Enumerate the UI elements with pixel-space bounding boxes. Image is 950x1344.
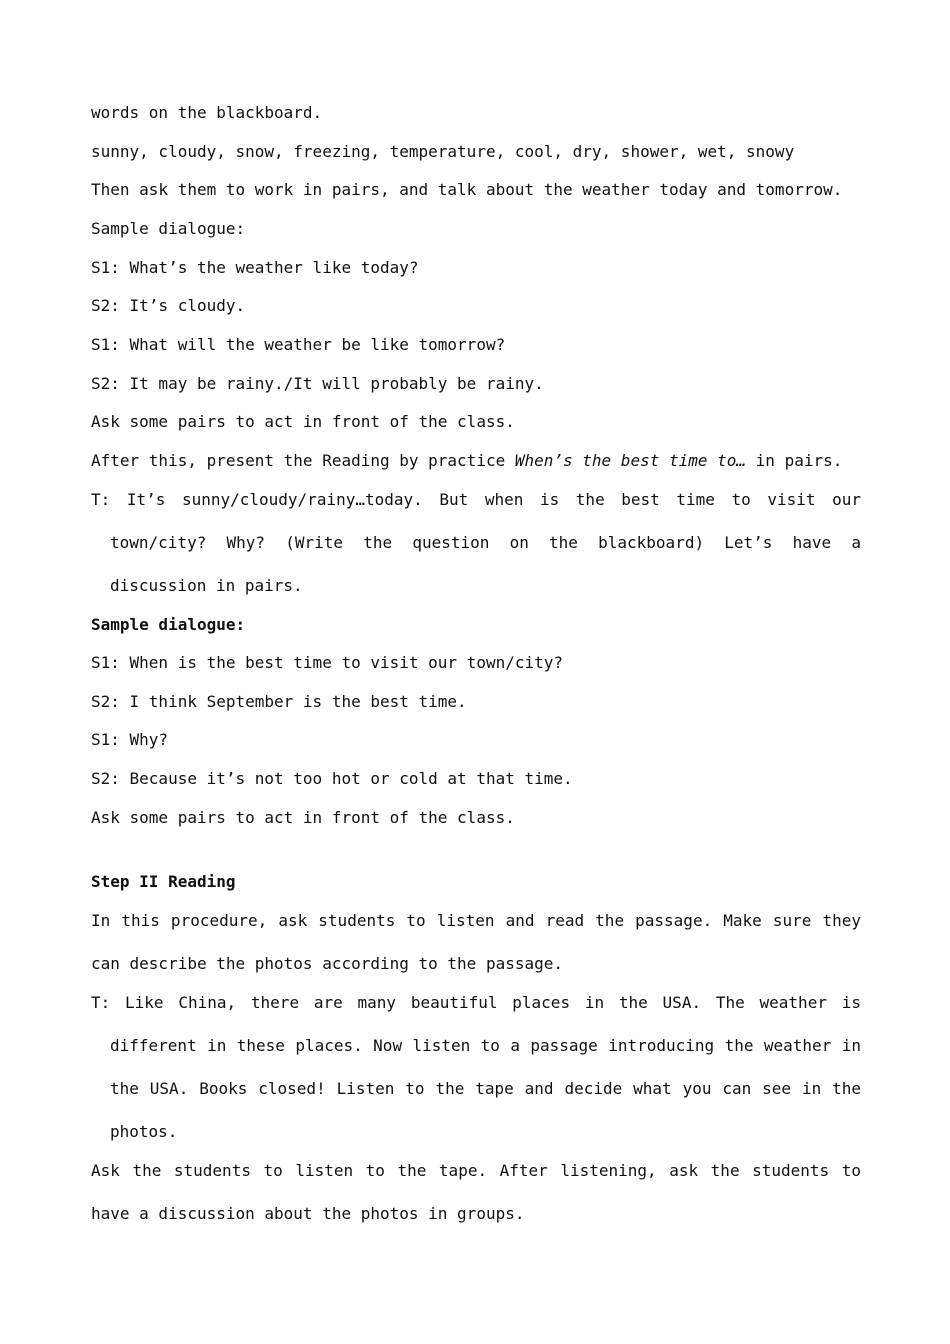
text-line: photos.: [110, 1122, 178, 1141]
dialogue-line: S1: When is the best time to visit our town/city?: [91, 653, 564, 672]
text-line: Then ask them to work in pairs, and talk about the weather today and tomorrow.: [91, 180, 843, 199]
dialogue-line: S2: Because it’s not too hot or cold at that time.: [91, 769, 573, 788]
dialogue-line: S2: It’s cloudy.: [91, 296, 246, 315]
text-line: words on the blackboard.: [91, 103, 323, 122]
text-line: Ask the students to listen to the tape. After listening, ask the students to: [91, 1161, 861, 1180]
dialogue-line: S2: It may be rainy./It will probably be rainy.: [91, 374, 544, 393]
section-heading: Step II Reading: [91, 872, 236, 891]
text-line: [91, 450, 861, 472]
text-segment: in pairs.: [746, 451, 843, 470]
text-line: T: Like China, there are many beautiful places in the USA. The weather is: [91, 993, 861, 1012]
dialogue-line: S1: What’s the weather like today?: [91, 258, 419, 277]
text-line: discussion in pairs.: [110, 576, 303, 595]
vocabulary-list: sunny, cloudy, snow, freezing, temperature, cool, dry, shower, wet, snowy: [91, 142, 795, 161]
dialogue-line: S1: What will the weather be like tomorrow?: [91, 335, 506, 354]
practice-title: When’s the best time to…: [514, 451, 747, 470]
text-line: Ask some pairs to act in front of the class.: [91, 412, 515, 431]
text-line: the USA. Books closed! Listen to the tape and decide what you can see in the: [110, 1079, 861, 1098]
text-line: can describe the photos according to the passage.: [91, 954, 564, 973]
dialogue-heading: Sample dialogue:: [91, 615, 246, 634]
dialogue-heading: Sample dialogue:: [91, 219, 246, 238]
text-line: different in these places. Now listen to a passage introducing the weather in: [110, 1036, 861, 1055]
text-line: town/city? Why? (Write the question on the blackboard) Let’s have a: [110, 533, 861, 552]
dialogue-line: S1: Why?: [91, 730, 169, 749]
dialogue-line: S2: I think September is the best time.: [91, 692, 467, 711]
text-segment: After this, present the Reading by practice: [91, 451, 515, 470]
text-line: In this procedure, ask students to listen and read the passage. Make sure they: [91, 911, 861, 930]
text-line: T: It’s sunny/cloudy/rainy…today. But when is the best time to visit our: [91, 490, 861, 509]
text-line: Ask some pairs to act in front of the class.: [91, 808, 515, 827]
text-line: have a discussion about the photos in groups.: [91, 1204, 525, 1223]
